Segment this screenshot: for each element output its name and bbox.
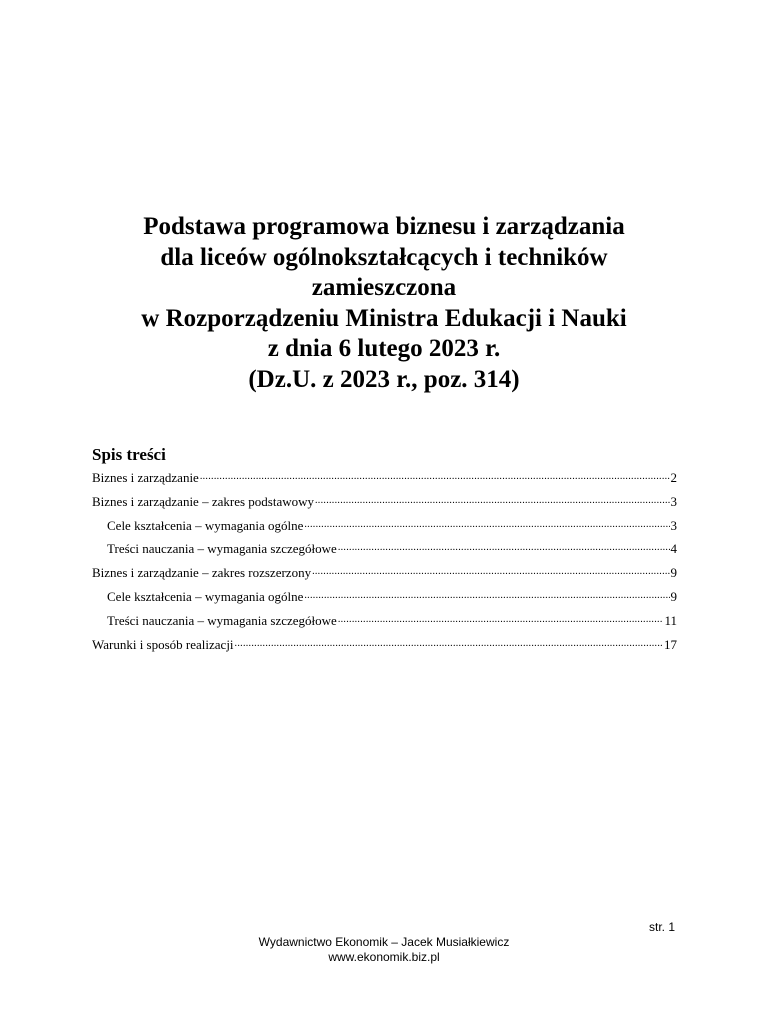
table-of-contents bbox=[92, 444, 677, 658]
toc-dot-leader bbox=[200, 468, 670, 482]
footer-website: www.ekonomik.biz.pl bbox=[328, 950, 440, 964]
toc-entry-biznes-i-zarzadzanie[interactable] bbox=[92, 468, 677, 492]
title-line: Podstawa programowa biznesu i zarządzania bbox=[143, 213, 625, 240]
toc-entry-page: 3 bbox=[670, 517, 677, 533]
title-line: dla liceów ogólnokształcących i techników bbox=[160, 243, 608, 271]
toc-entry-tresci-nauczania-podstawowy[interactable] bbox=[92, 539, 677, 563]
toc-list bbox=[92, 468, 677, 658]
toc-dot-leader bbox=[315, 492, 670, 506]
toc-dot-leader bbox=[304, 516, 669, 530]
toc-entry-label: Biznes i zarządzanie – zakres podstawowy bbox=[92, 493, 314, 509]
toc-entry-page: 9 bbox=[670, 588, 677, 604]
toc-entry-tresci-nauczania-rozszerzony[interactable] bbox=[92, 611, 677, 635]
toc-entry-label: Biznes i zarządzanie – zakres rozszerzony bbox=[92, 565, 312, 581]
toc-entry-page: 17 bbox=[664, 636, 677, 652]
toc-entry-cele-ksztalcenia-rozszerzony[interactable] bbox=[92, 587, 677, 611]
toc-entry-zakres-rozszerzony[interactable] bbox=[92, 563, 677, 587]
toc-entry-page: 2 bbox=[670, 470, 677, 485]
toc-entry-page: 3 bbox=[670, 493, 677, 509]
toc-entry-label: Cele kształcenia – wymagania ogólne bbox=[107, 588, 304, 604]
title-line: z dnia 6 lutego 2023 r. bbox=[267, 335, 501, 362]
toc-entry-page: 11 bbox=[664, 612, 677, 628]
toc-dot-leader bbox=[304, 587, 669, 601]
toc-dot-leader bbox=[338, 611, 664, 625]
title-line: zamieszczona bbox=[311, 274, 457, 301]
toc-entry-zakres-podstawowy[interactable] bbox=[92, 492, 677, 516]
toc-heading: Spis treści bbox=[92, 445, 166, 464]
toc-entry-cele-ksztalcenia-podstawowy[interactable] bbox=[92, 516, 677, 540]
toc-entry-label: Biznes i zarządzanie bbox=[92, 470, 199, 485]
title-line: w Rozporządzeniu Ministra Edukacji i Nauki bbox=[141, 304, 627, 332]
document-title bbox=[0, 212, 768, 395]
toc-entry-page: 9 bbox=[670, 565, 677, 581]
page-number: str. 1 bbox=[648, 920, 675, 934]
toc-entry-label: Warunki i sposób realizacji bbox=[92, 636, 234, 652]
title-line: (Dz.U. z 2023 r., poz. 314) bbox=[248, 365, 520, 393]
toc-dot-leader bbox=[312, 563, 669, 577]
toc-entry-label: Cele kształcenia – wymagania ogólne bbox=[107, 517, 304, 533]
toc-dot-leader bbox=[338, 539, 670, 553]
toc-entry-page: 4 bbox=[670, 541, 677, 557]
footer-publisher: Wydawnictwo Ekonomik – Jacek Musiałkiewicz bbox=[258, 935, 510, 949]
toc-entry-warunki-i-sposob-realizacji[interactable] bbox=[92, 635, 677, 659]
toc-entry-label: Treści nauczania – wymagania szczegółowe bbox=[107, 612, 337, 628]
toc-entry-label: Treści nauczania – wymagania szczegółowe bbox=[107, 541, 337, 557]
page-footer bbox=[0, 935, 768, 965]
toc-dot-leader bbox=[235, 635, 663, 649]
